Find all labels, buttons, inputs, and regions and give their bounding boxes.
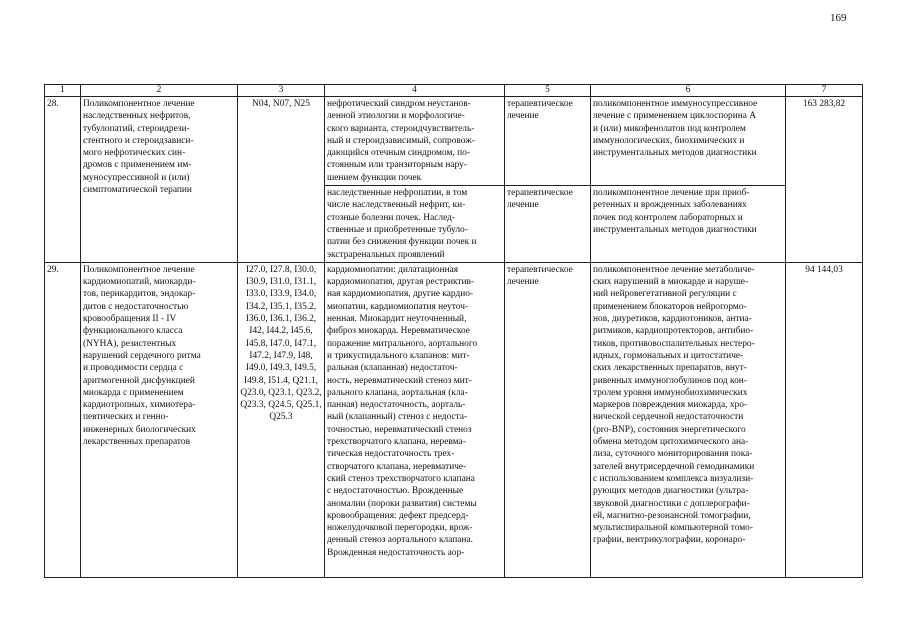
header-row xyxy=(45,85,863,97)
icd-codes-cell xyxy=(238,97,325,263)
treatment-name-cell xyxy=(81,262,238,577)
icd-codes: N04, N07, N25 xyxy=(252,99,310,109)
patient-model-cell xyxy=(325,262,505,577)
treatment-type: терапевтическое лечение xyxy=(507,99,573,122)
treatment-method: поликомпонентное лечение при приоб- ретенных и врожденных заболеваниях почек под контролем лабораторных и инструментальных методов диагностики xyxy=(593,188,757,235)
treatment-name-cell xyxy=(81,97,238,263)
treatment-method-cell xyxy=(591,262,786,577)
cost-value: 163 283,82 xyxy=(802,99,846,109)
treatment-type: терапевтическое лечение xyxy=(507,264,573,288)
treatment-type: терапевтическое лечение xyxy=(507,188,573,211)
column-header-2: 2 xyxy=(81,85,238,97)
row-number: 28. xyxy=(45,97,81,263)
cost-value: 94 144,03 xyxy=(805,264,843,275)
treatment-method-cell xyxy=(591,186,786,263)
column-header-3: 3 xyxy=(238,85,325,97)
column-header-7: 7 xyxy=(786,85,863,97)
treatment-name: Поликомпонентное лечение кардиомиопатий, миокарди- тов, перикардитов, эндокар- дитов с недостаточностью кровообращения II - IV функционального класса (NYHA), резистентных нарушений сердечного ритма и проводимости сердца с аритмогенной дисфункцией миокарда с применением кардиотропных, химиотера- певтических и генно- инженерных биологических лекарственных препаратов xyxy=(83,264,201,448)
column-header-5: 5 xyxy=(505,85,591,97)
patient-model-cell xyxy=(325,186,505,263)
icd-codes: I27.0, I27.8, I30.0, I30.9, I31.0, I31.1, I33.0, I33.9, I34.0, I34.2, I35.1, I35.2, I36.0, I36.1, I36.2, I42, I44.2, I45.6, I45.8, I47.0, I47.1, I47.2, I47.9, I48, I49.0, I49.3, I49.5, I49.8, I51.4, Q21.1, Q23.0, Q23.1, Q23.2, Q23.3, Q24.5, Q25.1, Q25.3 xyxy=(240,264,322,423)
page-number: 169 xyxy=(830,12,847,24)
procedures-table xyxy=(44,84,863,578)
patient-model: нефротический синдром неустанов- ленной этиологии и морфологиче- ского варианта, стероидчувствитель- ный и стероидзависимый, сопровож- дающийся отечным синдромом, по- стоянным или транзиторным нару- шением функции почек xyxy=(327,99,475,183)
treatment-name: Поликомпонентное лечение наследственных нефритов, тубулопатий, стероидрези- стентного и стероидзависи- мого нефротических син- дромов с применением им- муносупрессивной и (или) симптоматической терапии xyxy=(83,99,195,196)
treatment-method: поликомпонентное иммуносупрессивное лечение с применением циклоспорина А и (или) микофенолатов под контролем иммунологических, биохимических и инструментальных методов диагностики xyxy=(593,99,758,159)
column-header-1: 1 xyxy=(45,85,81,97)
cost-cell xyxy=(786,97,863,263)
treatment-type-cell xyxy=(505,262,591,577)
column-header-4: 4 xyxy=(325,85,505,97)
patient-model: кардиомиопатии: дилатационная кардиомиопатия, другая рестриктив- ная кардиомиопатия, другие кардио- миопатии, кардиомиопатия неуточ- ненная. Миокардит неуточненный, фиброз миокарда. Неревматическое поражение митрального, аортального и трикуспидального клапанов: мит- ральная (клапанная) недостаточ- ность, неревматический стеноз мит- рального клапана, аортальная (кла- панная) недостаточность, аорталь- ный (клапанный) стеноз с недоста- точностью, неревматический стеноз трехстворчатого клапана, неревма- тическая недостаточность трех- створчатого клапана, неревматиче- ский стеноз трехстворчатого клапана с недостаточностью. Врожденные аномалии (пороки развития) системы кровообращения: дефект предсерд- ножелудочковой перегородки, врож- денный стеноз аортального клапана. Врожденная недостаточность аор- xyxy=(327,264,478,558)
treatment-type-cell xyxy=(505,97,591,186)
row-number: 29. xyxy=(45,262,81,577)
table-row xyxy=(45,97,863,186)
cost-cell xyxy=(786,262,863,577)
icd-codes-cell xyxy=(238,262,325,577)
treatment-type-cell xyxy=(505,186,591,263)
column-header-6: 6 xyxy=(591,85,786,97)
patient-model: наследственные нефропатии, в том числе наследственный нефрит, ки- стозные болезни почек. Наслед- ственные и приобретенные тубуло- патии без снижения функции почек и экстраренальных проявлений xyxy=(327,188,477,260)
treatment-method: поликомпонентное лечение метаболиче- ских нарушений в миокарде и наруше- ний нейровегетативной регуляции с применением блокаторов нейрогормо- нов, диуретиков, кардиотоников, антиа- ритмиков, кардиопротекторов, антибио- тиков, противовоспалительных нестеро- идных, гормональных и цитостатиче- ских лекарственных препаратов, внут- ривенных иммуноглобулинов под кон- тролем уровня иммунобиохимических маркеров повреждения миокарда, хро- нической сердечной недостаточности (pro-BNP), состояния энергетического обмена методом цитохимического ана- лиза, суточного мониторирования пока- зателей внутрисердечной гемодинамики с использованием комплекса визуализи- рующих методов диагностики (ультра- звуковой диагностики с доплерографи- ей, магнитно-резонансной томографии, мультиспиральной компьютерной томо- графии, вентрикулографии, коронаро- xyxy=(593,264,755,546)
patient-model-cell xyxy=(325,97,505,186)
table-row xyxy=(45,262,863,577)
treatment-method-cell xyxy=(591,97,786,186)
